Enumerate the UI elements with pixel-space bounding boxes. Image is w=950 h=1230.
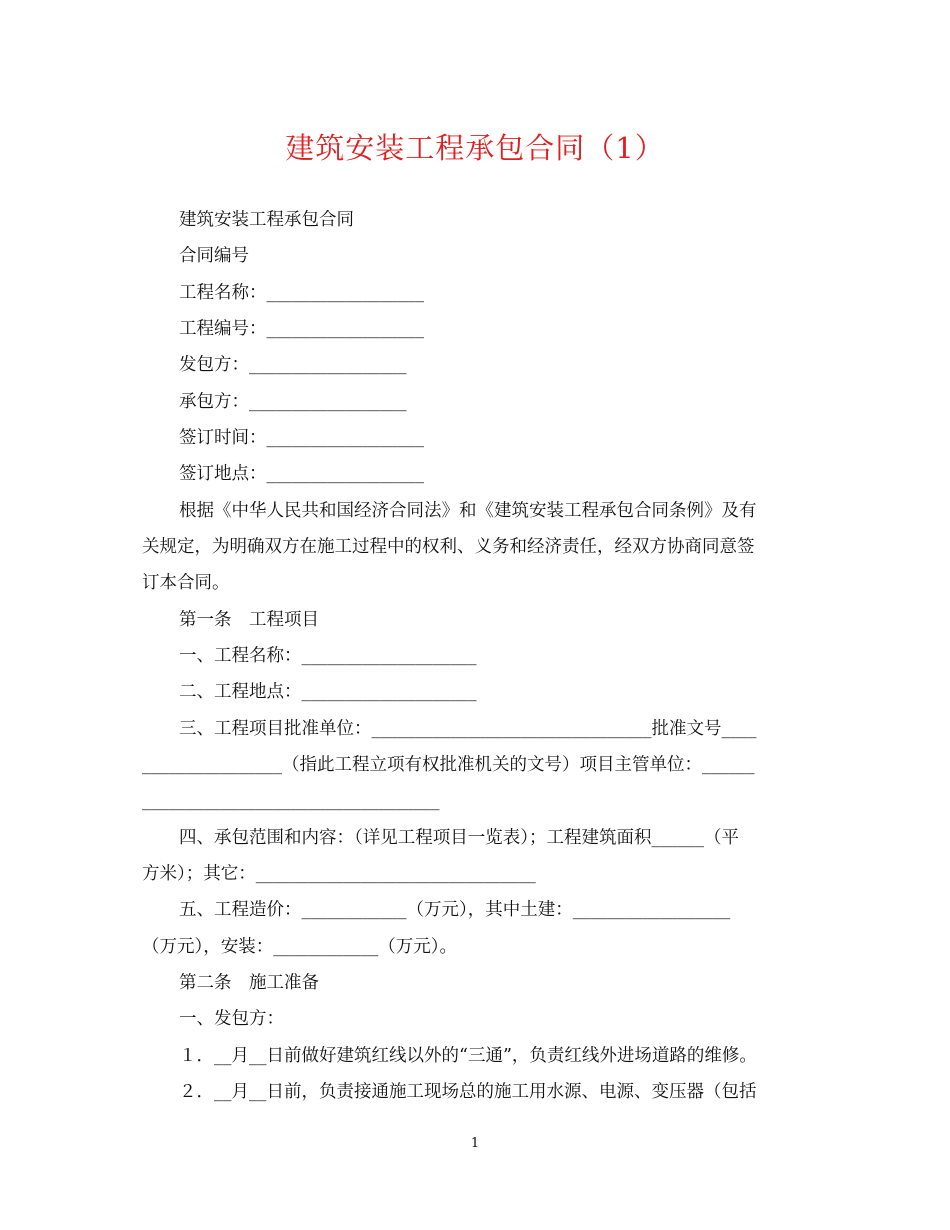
article-1-item-5-line-1: 五、工程造价：____________（万元），其中土建：__________________ <box>179 900 731 920</box>
preamble-line-2: 关规定，为明确双方在施工过程中的权利、义务和经济责任，经双方协商同意签 <box>142 537 755 557</box>
signing-time-field: 签订时间：__________________ <box>179 428 424 448</box>
contractor-field: 承包方：__________________ <box>179 392 407 412</box>
signing-place-field: 签订地点：__________________ <box>179 464 424 484</box>
article-2-section-1: 一、发包方： <box>179 1009 284 1029</box>
project-name-field: 工程名称：__________________ <box>179 283 424 303</box>
article-2-heading: 第二条 施工准备 <box>179 973 319 993</box>
project-number-field: 工程编号：__________________ <box>179 319 424 339</box>
employer-field: 发包方：__________________ <box>179 355 407 375</box>
article-1-heading: 第一条 工程项目 <box>179 610 319 630</box>
article-1-item-1: 一、工程名称：____________________ <box>179 646 477 666</box>
subtitle-line: 建筑安装工程承包合同 <box>179 210 354 230</box>
article-2-item-2: ２．__月__日前，负责接通施工现场总的施工用水源、电源、变压器（包括 <box>179 1082 757 1102</box>
article-1-item-3-line-1: 三、工程项目批准单位：________________________________批准文号____ <box>179 719 757 739</box>
preamble-line-3: 订本合同。 <box>142 573 230 593</box>
page-number: 1 <box>470 1136 480 1151</box>
article-2-item-1: １．__月__日前做好建筑红线以外的“三通”，负责红线外进场道路的维修。 <box>179 1046 757 1066</box>
preamble-line-1: 根据《中华人民共和国经济合同法》和《建筑安装工程承包合同条例》及有 <box>179 501 757 521</box>
article-1-item-2: 二、工程地点：____________________ <box>179 682 477 702</box>
article-1-item-3-line-2: ________________（指此工程立项有权批准机关的文号）项目主管单位：______ <box>142 755 755 775</box>
article-1-item-4-line-1: 四、承包范围和内容：（详见工程项目一览表）；工程建筑面积______（平 <box>179 828 739 848</box>
document-title: 建筑安装工程承包合同（1） <box>285 131 665 165</box>
contract-number-line: 合同编号 <box>179 246 249 266</box>
article-1-item-3-line-3: __________________________________ <box>142 791 440 811</box>
article-1-item-5-line-2: （万元），安装：____________（万元）。 <box>142 937 457 957</box>
article-1-item-4-line-2: 方米）；其它：________________________________ <box>142 864 536 884</box>
